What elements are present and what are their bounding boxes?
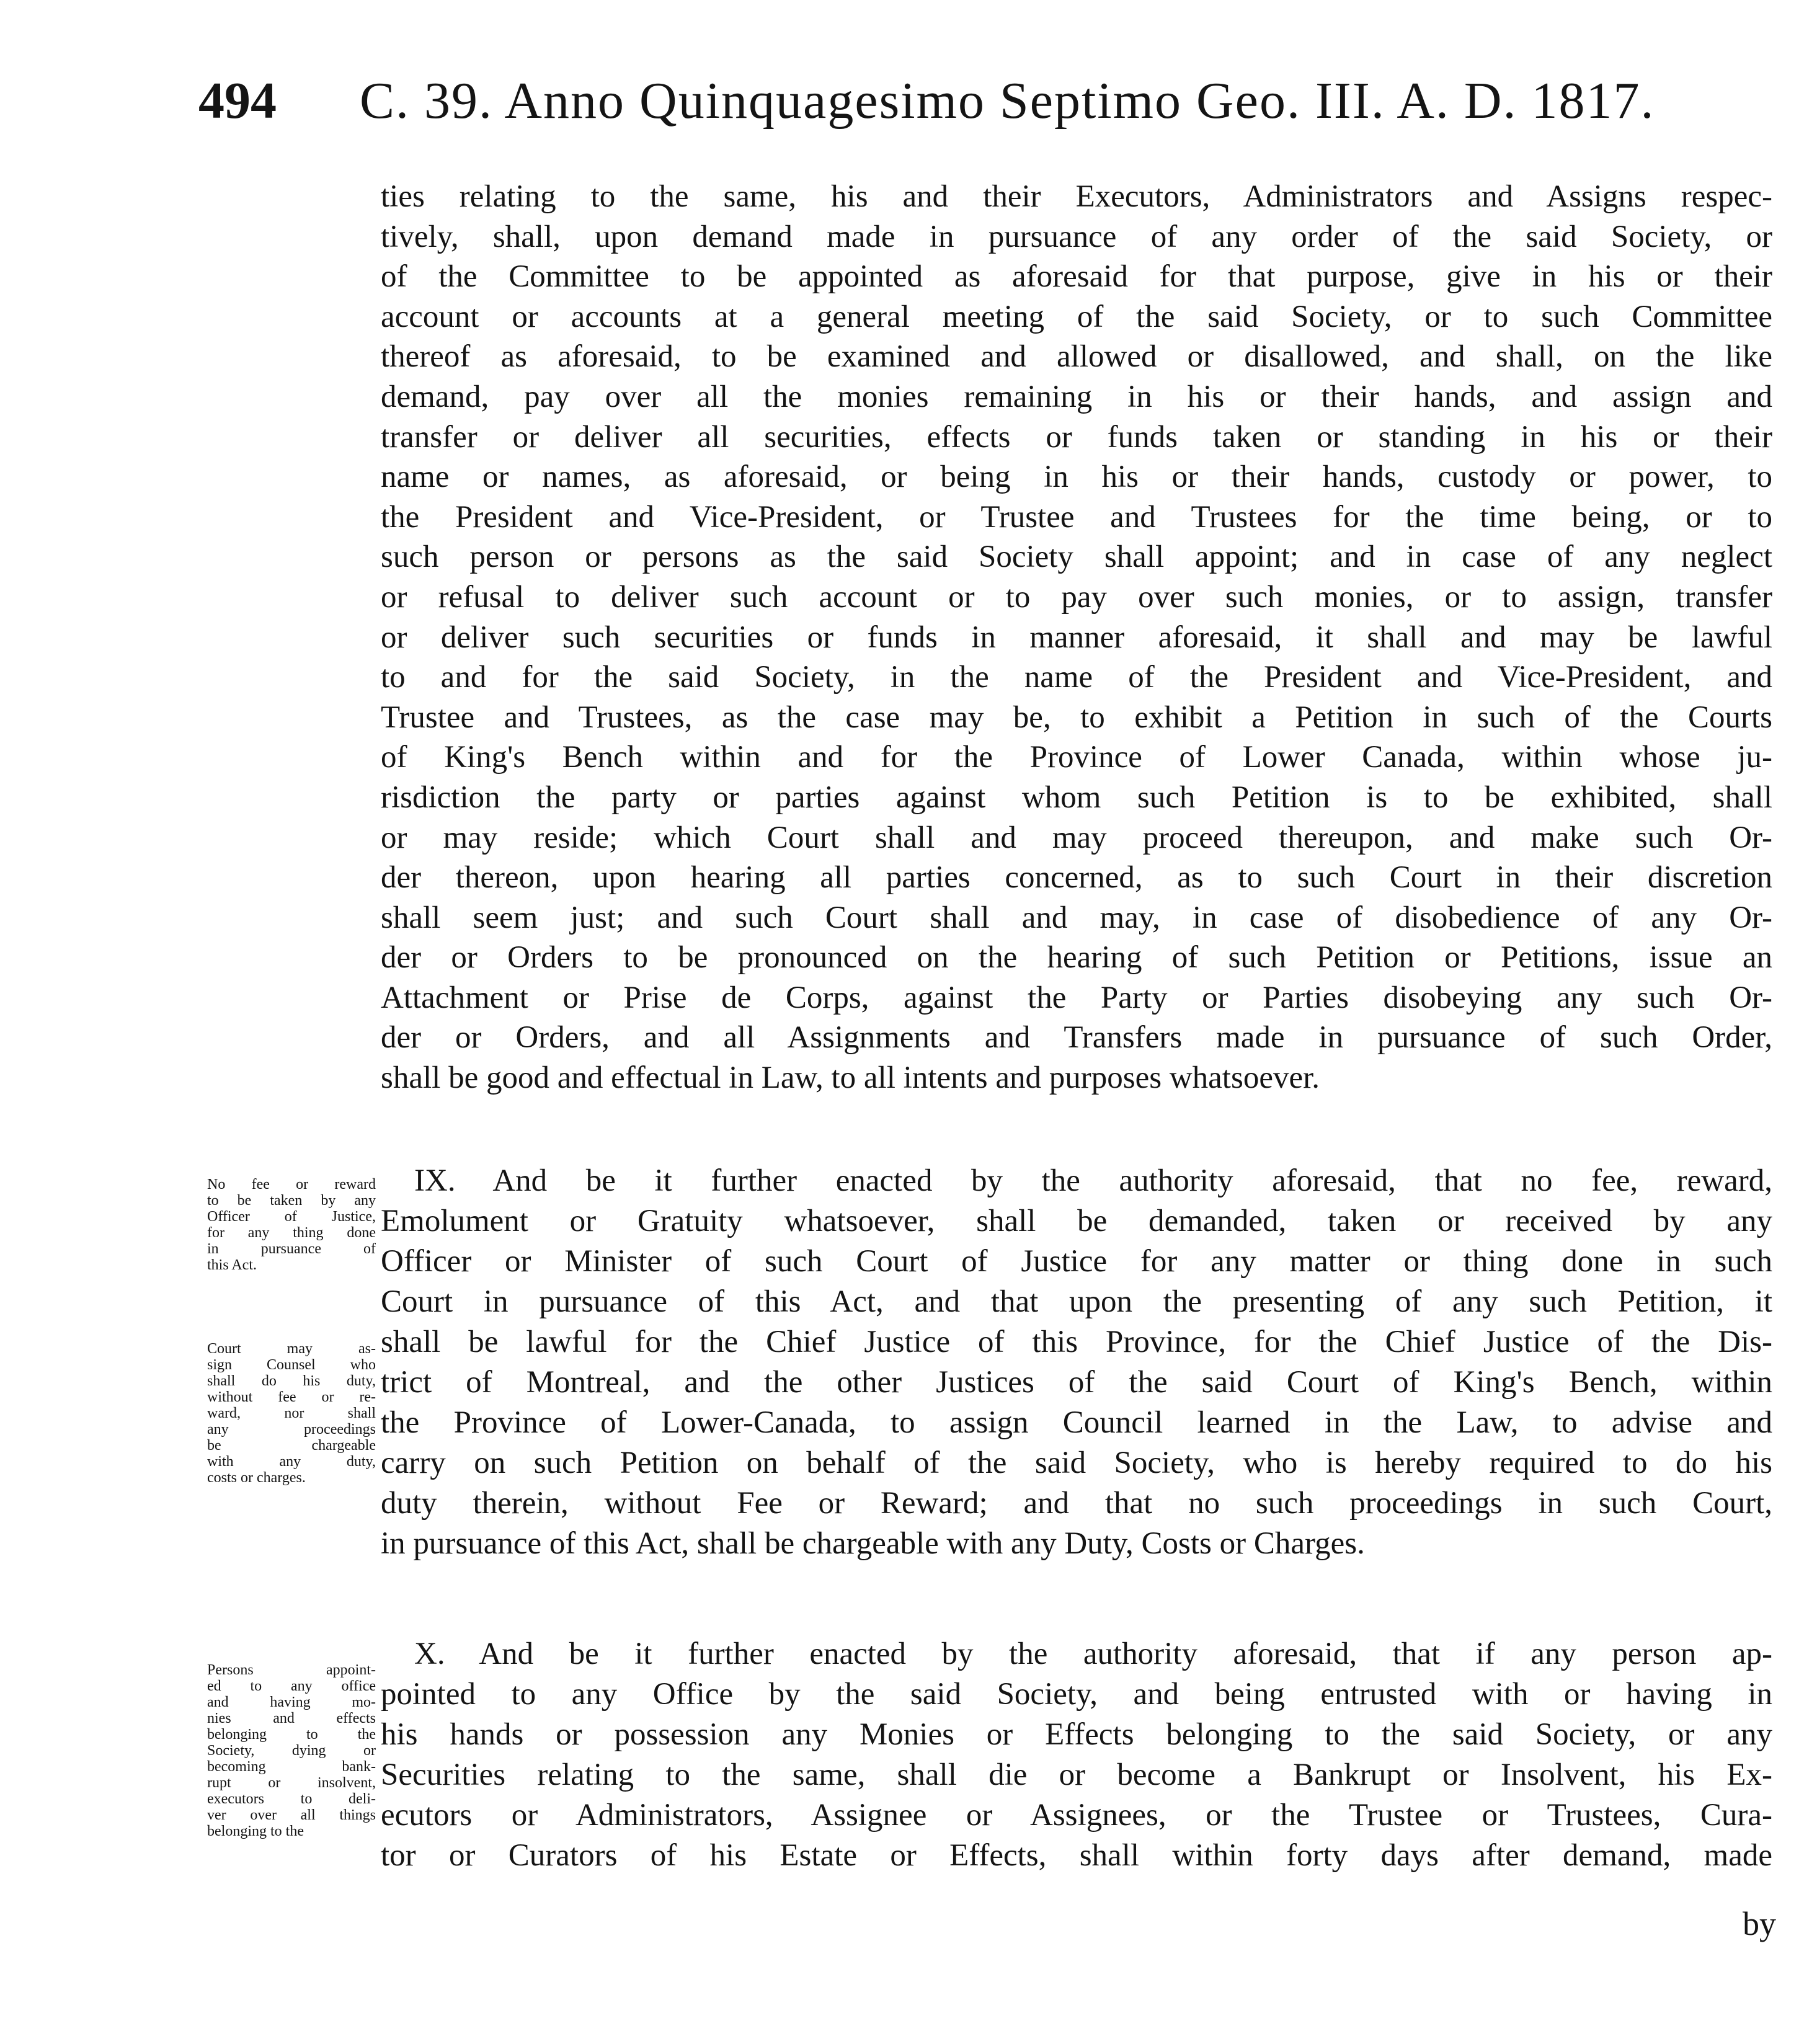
margin-note-line: with any duty, — [207, 1454, 376, 1470]
text-line: der or Orders, and all Assignments and Transfers made in pursuance of such Order, — [381, 1020, 1772, 1055]
running-header — [198, 67, 1761, 135]
margin-note-line: belonging to the — [207, 1726, 376, 1743]
margin-note-line: ed to any office — [207, 1678, 376, 1694]
text-line: the Province of Lower-Canada, to assign Council learned in the Law, to advise and — [381, 1405, 1772, 1440]
text-line: to and for the said Society, in the name of the President and Vice-President, and — [381, 660, 1772, 695]
text-line: thereof as aforesaid, to be examined and allowed or disallowed, and shall, on the like — [381, 339, 1772, 375]
text-line: ecutors or Administrators, Assignee or Assignees, or the Trustee or Trustees, Cura- — [381, 1798, 1772, 1833]
text-line: such person or persons as the said Society shall appoint; and in case of any neglect — [381, 540, 1772, 575]
text-line: risdiction the party or parties against whom such Petition is to be exhibited, shall — [381, 780, 1772, 815]
margin-note-line: Officer of Justice, — [207, 1209, 376, 1225]
text-line: account or accounts at a general meeting of the said Society, or to such Committee — [381, 299, 1772, 334]
margin-note-line: any proceedings — [207, 1421, 376, 1437]
text-line: carry on such Petition on behalf of the said Society, who is hereby required to do his — [381, 1446, 1772, 1480]
section-ix — [381, 1161, 1772, 1564]
text-line: transfer or deliver all securities, effects or funds taken or standing in his or their — [381, 419, 1772, 455]
text-line: Court in pursuance of this Act, and that upon the presenting of any such Petition, it — [381, 1284, 1772, 1319]
margin-note-line: Society, dying or — [207, 1743, 376, 1759]
margin-note-line: ver over all things — [207, 1807, 376, 1823]
text-line: or deliver such securities or funds in manner aforesaid, it shall and may be lawful — [381, 620, 1772, 655]
text-line: shall seem just; and such Court shall and may, in case of disobedience of any Or- — [381, 900, 1772, 935]
margin-note-line: shall do his duty, — [207, 1373, 376, 1389]
text-line: Securities relating to the same, shall die or become a Bankrupt or Insolvent, his Ex- — [381, 1757, 1772, 1792]
section-x — [381, 1634, 1772, 1876]
text-line: demand, pay over all the monies remaining in his or their hands, and assign and — [381, 379, 1772, 414]
text-line: tor or Curators of his Estate or Effects, shall within forty days after demand, made — [381, 1838, 1772, 1873]
text-line: der or Orders to be pronounced on the hearing of such Petition or Petitions, issue an — [381, 940, 1772, 975]
margin-note-line: costs or charges. — [207, 1470, 306, 1486]
margin-note-line: this Act. — [207, 1257, 257, 1273]
text-line: shall be lawful for the Chief Justice of this Province, for the Chief Justice of the Dis- — [381, 1325, 1772, 1359]
text-line: or refusal to deliver such account or to pay over such monies, or to assign, transfer — [381, 579, 1772, 615]
catchword: by — [1743, 1905, 1776, 1942]
margin-note-line: executors to deli- — [207, 1791, 376, 1807]
text-line: trict of Montreal, and the other Justices of the said Court of King's Bench, within — [381, 1365, 1772, 1400]
text-line: duty therein, without Fee or Reward; and that no such proceedings in such Court, — [381, 1486, 1772, 1521]
margin-note-no-fees — [207, 1176, 376, 1273]
margin-note-line: ward, nor shall — [207, 1405, 376, 1421]
continuation-paragraph — [381, 177, 1772, 1098]
text-line: of King's Bench within and for the Province of Lower Canada, within whose ju- — [381, 740, 1772, 775]
text-line: Emolument or Gratuity whatsoever, shall be demanded, taken or received by any — [381, 1204, 1772, 1238]
running-title: C. 39. Anno Quinquagesimo Septimo Geo. III. A. D. 1817. — [360, 72, 1655, 130]
margin-note-line: nies and effects — [207, 1710, 376, 1726]
margin-note-line: sign Counsel who — [207, 1357, 376, 1373]
margin-note-line: becoming bank- — [207, 1759, 376, 1775]
text-line: Officer or Minister of such Court of Justice for any matter or thing done in such — [381, 1244, 1772, 1279]
text-line: tively, shall, upon demand made in pursuance of any order of the said Society, or — [381, 219, 1772, 254]
margin-note-line: without fee or re- — [207, 1389, 376, 1405]
text-line: X. And be it further enacted by the authority aforesaid, that if any person ap- — [414, 1637, 1772, 1671]
page-number: 494 — [198, 72, 277, 130]
text-line: or may reside; which Court shall and may proceed thereupon, and make such Or- — [381, 820, 1772, 855]
text-line: ties relating to the same, his and their Executors, Administrators and Assigns respec- — [381, 179, 1772, 214]
text-line: his hands or possession any Monies or Effects belonging to the said Society, or any — [381, 1717, 1772, 1752]
text-line: name or names, as aforesaid, or being in his or their hands, custody or power, to — [381, 460, 1772, 495]
margin-note-line: and having mo- — [207, 1694, 376, 1710]
margin-note-line: in pursuance of — [207, 1241, 376, 1257]
margin-note-line: for any thing done — [207, 1225, 376, 1241]
text-line: in pursuance of this Act, shall be chargeable with any Duty, Costs or Charges. — [381, 1526, 1365, 1561]
text-line: Trustee and Trustees, as the case may be, to exhibit a Petition in such of the Courts — [381, 700, 1772, 735]
text-line: Attachment or Prise de Corps, against the Party or Parties disobeying any such Or- — [381, 980, 1772, 1015]
text-line: shall be good and effectual in Law, to all intents and purposes whatsoever. — [381, 1060, 1320, 1096]
text-line: of the Committee to be appointed as aforesaid for that purpose, give in his or their — [381, 259, 1772, 295]
text-line: der thereon, upon hearing all parties concerned, as to such Court in their discretion — [381, 860, 1772, 895]
margin-note-persons-appointed — [207, 1662, 376, 1839]
margin-note-line: Court may as- — [207, 1341, 376, 1357]
text-line: IX. And be it further enacted by the authority aforesaid, that no fee, reward, — [414, 1163, 1772, 1198]
text-line: pointed to any Office by the said Society, and being entrusted with or having in — [381, 1677, 1772, 1712]
margin-note-line: Persons appoint- — [207, 1662, 376, 1678]
margin-note-line: rupt or insolvent, — [207, 1775, 376, 1791]
text-line: the President and Vice-President, or Trustee and Trustees for the time being, or to — [381, 499, 1772, 535]
margin-note-line: to be taken by any — [207, 1193, 376, 1209]
margin-note-counsel — [207, 1341, 376, 1486]
margin-note-line: belonging to the — [207, 1823, 304, 1839]
margin-note-line: No fee or reward — [207, 1176, 376, 1193]
margin-note-line: be chargeable — [207, 1437, 376, 1454]
